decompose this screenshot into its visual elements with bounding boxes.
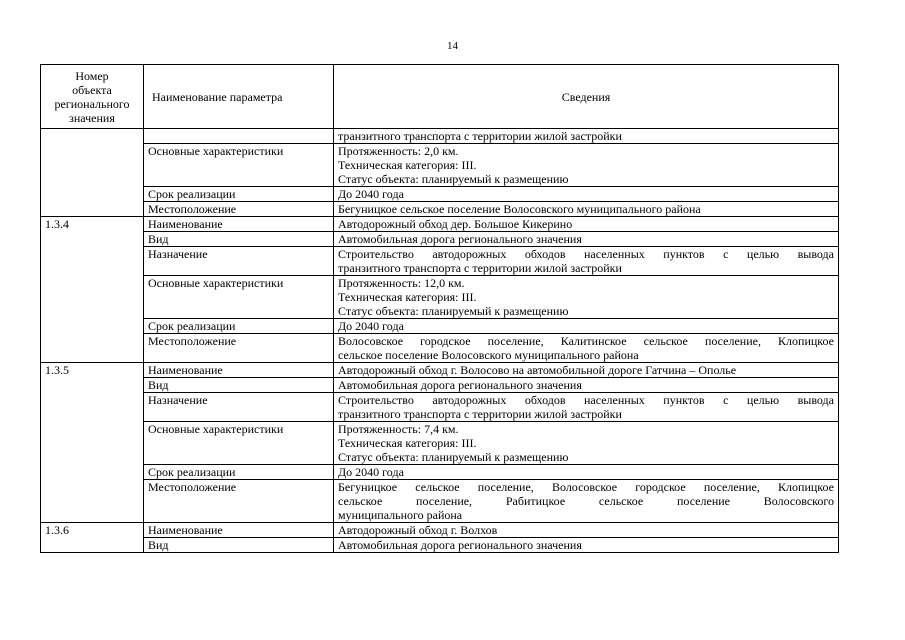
info-line: Бегуницкое сельское поселение, Волосовское городское поселение, Клопицкое xyxy=(338,480,834,494)
parameter-name-cell: Вид xyxy=(144,538,334,553)
info-line: Статус объекта: планируемый к размещению xyxy=(338,304,569,318)
info-cell xyxy=(334,538,839,553)
info-cell xyxy=(334,247,839,276)
info-line: Протяженность: 12,0 км. xyxy=(338,276,465,290)
table-row xyxy=(41,247,839,276)
table-row xyxy=(41,334,839,363)
parameter-name-cell: Вид xyxy=(144,378,334,393)
table-row xyxy=(41,217,839,232)
page-number: 14 xyxy=(447,40,458,52)
table-row xyxy=(41,465,839,480)
header-number-line: объекта xyxy=(72,82,112,97)
parameter-name-cell: Основные характеристики xyxy=(144,276,334,319)
parameter-name-cell: Наименование xyxy=(144,217,334,232)
info-cell xyxy=(334,480,839,523)
parameter-name-cell: Назначение xyxy=(144,393,334,422)
parameter-name-cell: Срок реализации xyxy=(144,319,334,334)
info-line: Статус объекта: планируемый к размещению xyxy=(338,172,569,186)
object-number-cell xyxy=(41,129,144,217)
table-row xyxy=(41,480,839,523)
info-line: Техническая категория: III. xyxy=(338,158,477,172)
table-row xyxy=(41,378,839,393)
info-line: сельское поселение Волосовского муниципального района xyxy=(338,348,639,362)
table-row xyxy=(41,319,839,334)
info-line: Волосовское городское поселение, Калитинское сельское поселение, Клопицкое xyxy=(338,334,834,348)
info-cell xyxy=(334,334,839,363)
info-line: До 2040 года xyxy=(338,465,404,479)
parameter-name-cell: Вид xyxy=(144,232,334,247)
table-body xyxy=(41,129,839,553)
info-line: транзитного транспорта с территории жилой застройки xyxy=(338,407,622,421)
info-cell xyxy=(334,523,839,538)
parameter-name-cell xyxy=(144,129,334,144)
info-line: транзитного транспорта с территории жилой застройки xyxy=(338,261,622,275)
parameter-name-cell: Местоположение xyxy=(144,334,334,363)
table-row xyxy=(41,232,839,247)
info-line: Автомобильная дорога регионального значения xyxy=(338,232,582,246)
info-cell xyxy=(334,319,839,334)
info-line: Автомобильная дорога регионального значения xyxy=(338,538,582,552)
info-cell xyxy=(334,217,839,232)
info-line: Автомобильная дорога регионального значения xyxy=(338,378,582,392)
table-row xyxy=(41,393,839,422)
header-info: Сведения xyxy=(334,65,839,129)
info-line: Бегуницкое сельское поселение Волосовского муниципального района xyxy=(338,202,701,216)
table-row xyxy=(41,202,839,217)
table-row xyxy=(41,129,839,144)
info-cell xyxy=(334,187,839,202)
info-cell xyxy=(334,144,839,187)
object-number-cell: 1.3.6 xyxy=(41,523,144,553)
header-number-line: Номер xyxy=(75,68,109,83)
header-object-number xyxy=(41,65,144,129)
info-cell xyxy=(334,422,839,465)
table-row xyxy=(41,276,839,319)
info-cell xyxy=(334,129,839,144)
info-cell xyxy=(334,378,839,393)
info-line: транзитного транспорта с территории жилой застройки xyxy=(338,129,622,143)
info-line: Техническая категория: III. xyxy=(338,436,477,450)
parameter-name-cell: Срок реализации xyxy=(144,187,334,202)
table-row xyxy=(41,422,839,465)
header-number-line: регионального xyxy=(54,96,130,111)
info-line: Строительство автодорожных обходов населенных пунктов с целью вывода xyxy=(338,247,834,261)
info-line: Статус объекта: планируемый к размещению xyxy=(338,450,569,464)
info-line: Протяженность: 7,4 км. xyxy=(338,422,459,436)
info-line: сельское поселение, Рабитицкое сельское поселение Волосовского xyxy=(338,494,834,508)
info-line: Техническая категория: III. xyxy=(338,290,477,304)
parameter-name-cell: Основные характеристики xyxy=(144,144,334,187)
parameter-name-cell: Наименование xyxy=(144,523,334,538)
info-line: муниципального района xyxy=(338,508,463,522)
parameter-name-cell: Местоположение xyxy=(144,202,334,217)
parameter-name-cell: Назначение xyxy=(144,247,334,276)
table-row xyxy=(41,144,839,187)
table-row xyxy=(41,538,839,553)
parameter-name-cell: Основные характеристики xyxy=(144,422,334,465)
info-cell xyxy=(334,276,839,319)
header-parameter-name: Наименование параметра xyxy=(144,65,334,129)
object-number-cell: 1.3.5 xyxy=(41,363,144,523)
table-header-row xyxy=(41,65,839,129)
info-line: До 2040 года xyxy=(338,187,404,201)
info-line: Автодорожный обход дер. Большое Кикерино xyxy=(338,217,573,231)
info-cell xyxy=(334,202,839,217)
table-row xyxy=(41,523,839,538)
info-cell xyxy=(334,465,839,480)
parameter-name-cell: Наименование xyxy=(144,363,334,378)
info-line: До 2040 года xyxy=(338,319,404,333)
parameter-name-cell: Срок реализации xyxy=(144,465,334,480)
table-row xyxy=(41,187,839,202)
info-line: Протяженность: 2,0 км. xyxy=(338,144,459,158)
parameters-table xyxy=(40,64,839,553)
info-cell xyxy=(334,393,839,422)
parameter-name-cell: Местоположение xyxy=(144,480,334,523)
info-cell xyxy=(334,232,839,247)
info-line: Автодорожный обход г. Волосово на автомобильной дороге Гатчина – Ополье xyxy=(338,363,737,377)
table-row xyxy=(41,363,839,378)
object-number-cell: 1.3.4 xyxy=(41,217,144,363)
info-cell xyxy=(334,363,839,378)
header-number-line: значения xyxy=(69,110,115,125)
info-line: Строительство автодорожных обходов населенных пунктов с целью вывода xyxy=(338,393,834,407)
info-line: Автодорожный обход г. Волхов xyxy=(338,523,498,537)
